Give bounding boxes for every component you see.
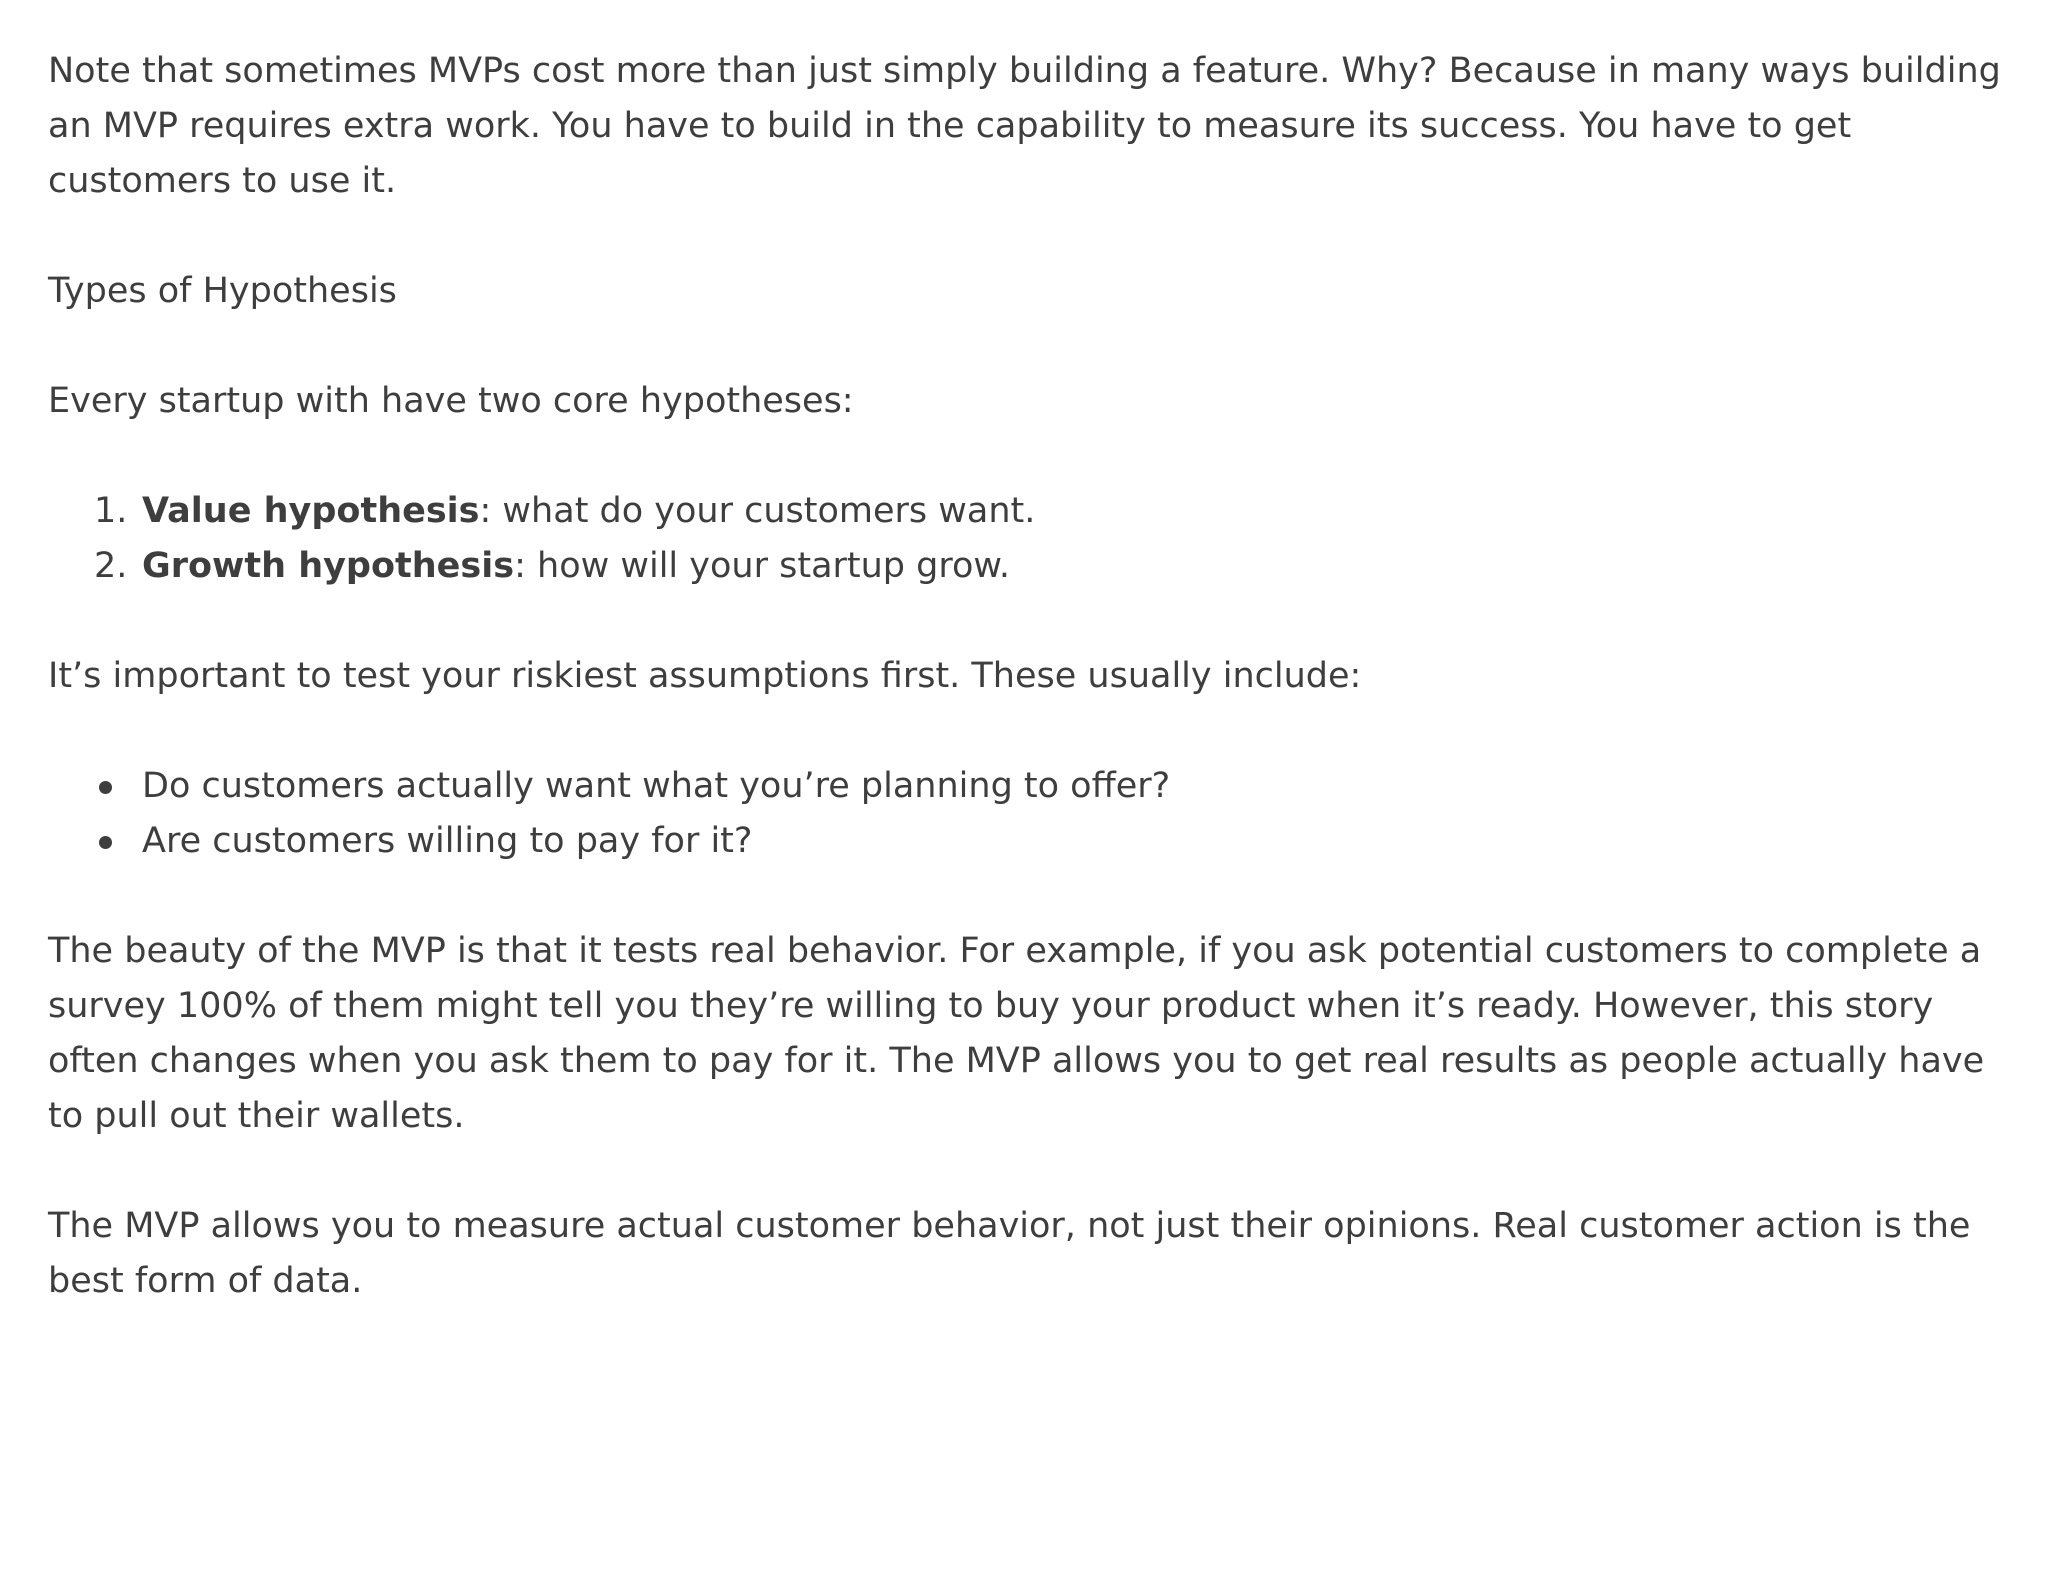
hypothesis-term: Value hypothesis bbox=[142, 491, 480, 531]
list-number: 1. bbox=[94, 491, 128, 531]
hypothesis-description: : how will your startup grow. bbox=[514, 546, 1010, 586]
hypothesis-term: Growth hypothesis bbox=[142, 546, 515, 586]
hypothesis-description: : what do your customers want. bbox=[479, 491, 1036, 531]
assumptions-list bbox=[48, 759, 2016, 869]
list-item bbox=[48, 814, 2016, 869]
bullet-icon bbox=[99, 836, 112, 849]
list-number: 2. bbox=[94, 546, 128, 586]
assumptions-intro: It’s important to test your riskiest assumptions first. These usually include: bbox=[48, 656, 1362, 696]
intro-paragraph: Note that sometimes MVPs cost more than just simply building a feature. Why? Because in many ways building an MVP requires extra work. You have to build in the capability to measure its success. You have to get customers to use it. bbox=[48, 51, 2001, 201]
list-item bbox=[48, 484, 2016, 539]
list-item bbox=[48, 539, 2016, 594]
assumption-text: Are customers willing to pay for it? bbox=[142, 821, 753, 861]
document-body bbox=[48, 44, 2016, 1364]
bullet-icon bbox=[99, 781, 112, 794]
list-item bbox=[48, 759, 2016, 814]
assumption-text: Do customers actually want what you’re planning to offer? bbox=[142, 766, 1171, 806]
behavior-paragraph: The beauty of the MVP is that it tests real behavior. For example, if you ask potential customers to complete a survey 100% of them might tell you they’re willing to buy your product when it’s ready. However, this story often changes when you ask them to pay for it. The MVP allows you to get real results as people actually have to pull out their wallets. bbox=[48, 931, 1985, 1136]
section-heading: Types of Hypothesis bbox=[48, 271, 397, 311]
closing-paragraph: The MVP allows you to measure actual customer behavior, not just their opinions. Real customer action is the best form of data. bbox=[48, 1206, 1971, 1301]
hypotheses-list bbox=[48, 484, 2016, 594]
hypotheses-intro: Every startup with have two core hypotheses: bbox=[48, 381, 854, 421]
